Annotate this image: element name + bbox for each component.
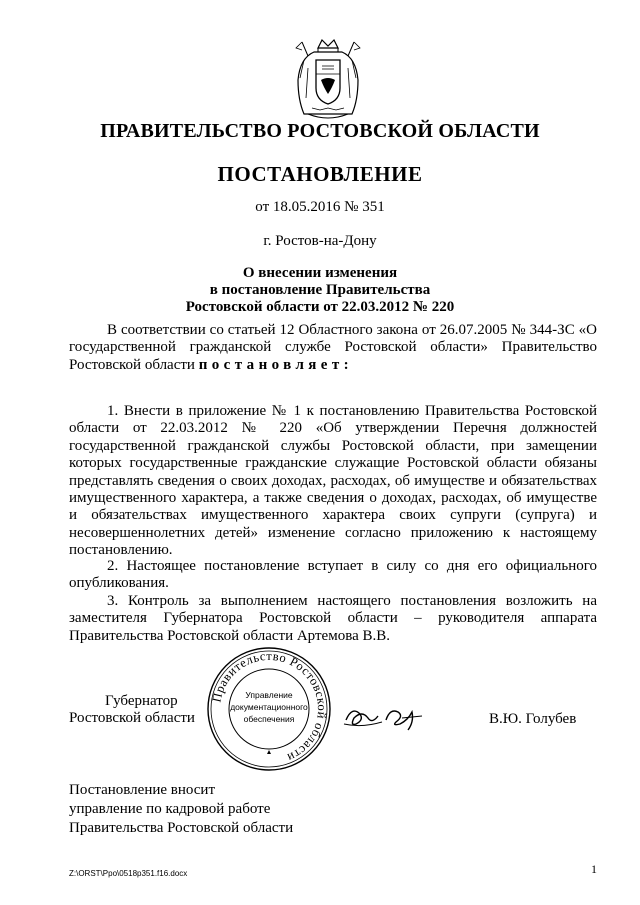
submitted-by-line-2: управление по кадровой работе [69,801,271,817]
title-line-1: О внесении изменения [242,265,398,281]
stamp-inner-line-1: Управление [245,690,293,700]
official-stamp [206,646,332,772]
title-line-2: в постановление Правительства [209,282,431,298]
position-line-1: Губернатор [105,693,178,709]
position-line-2: Ростовской области [69,710,195,727]
signatory-position [69,693,195,728]
handwritten-signature [342,700,428,734]
item-2-paragraph [69,558,597,593]
intro-text: В соответствии со статьей 12 Областного закона от 26.07.2005 № 344-ЗС «О государственной гражданской службе Ростовской области» Правительство Ростовской области [69,322,597,373]
title-line-3: Ростовской области от 22.03.2012 № 220 [185,299,455,315]
submitted-by-line-1: Постановление вносит [69,782,216,798]
organization-title: ПРАВИТЕЛЬСТВО РОСТОВСКОЙ ОБЛАСТИ [100,120,540,142]
document-type: ПОСТАНОВЛЕНИЕ [217,162,423,186]
stamp-inner-line-3: обеспечения [243,714,295,724]
stamp-inner-line-2: документационного [230,702,308,712]
submitted-by-note [69,781,293,838]
coat-of-arms-icon [294,38,362,122]
page-number: 1 [591,862,597,876]
document-city: г. Ростов-на-Дону [263,233,377,249]
item-3-paragraph [69,593,597,645]
document-title [0,265,640,316]
footer-file-path: Z:\ORST\Ppo\0518p351.f16.docx [69,869,188,878]
intro-paragraph [69,322,597,374]
item-1-text: 1. Внести в приложение № 1 к постановлению Правительства Ростовской области от 22.03.2012 № 220 «Об утверждении Перечня должностей государственной гражданской службы Ростовской области, при замещении которых государственные гражданские служащие Ростовской области обязаны представлять сведения о своих доходах, расходах, об имуществе и обязательствах имущественного характера, а также сведения о доходах, расходах, об имуществе и обязательствах имущественного характера своих супруги (супруга) и несовершеннолетних детей» изменение согласно приложению к настоящему постановлению. [69,403,597,559]
submitted-by-line-3: Правительства Ростовской области [69,820,294,836]
signatory-name: В.Ю. Голубев [489,711,577,727]
item-1-paragraph [69,403,597,560]
item-3-text: 3. Контроль за выполнением настоящего постановления возложить на заместителя Губернатора Ростовской области – руководителя аппарата Правительства Ростовской области Артемова В.В. [69,593,597,644]
item-2-text: 2. Настоящее постановление вступает в силу со дня его официального опубликования. [69,558,597,592]
decree-word: постановляет: [198,356,353,373]
stamp-ring-text: Правительство Ростовской области [209,648,330,766]
document-date-number: от 18.05.2016 № 351 [255,199,385,215]
